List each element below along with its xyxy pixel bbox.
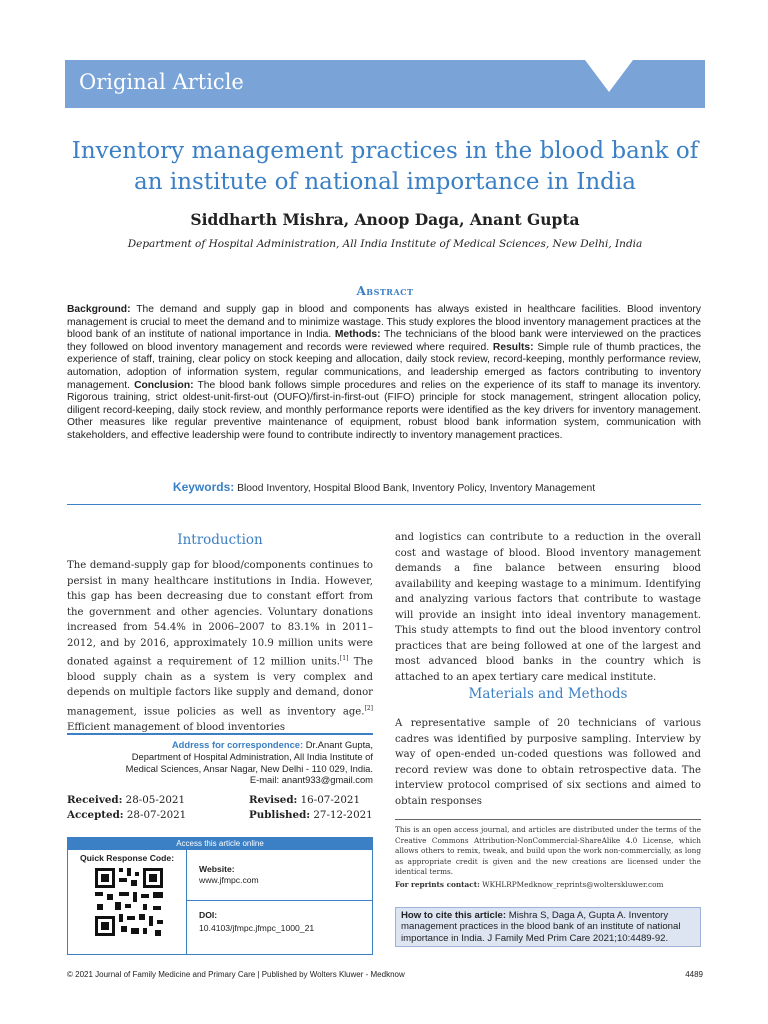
correspondence-divider <box>67 733 373 735</box>
website-link[interactable]: www.jfmpc.com <box>199 875 259 885</box>
intro-part-3: Efficient management of blood inventories <box>67 721 286 733</box>
background-text: The demand and supply gap in blood and components has always existed in healthcare facilities. Blood inventory management is crucial to meet the demand and to minimize wastage. This study explores the blood inventory management practices at the blood bank of an institute of national importance in India. <box>67 304 701 341</box>
website-label: Website: <box>199 864 235 874</box>
published-value: 27-12-2021 <box>310 809 373 821</box>
page-number: 4489 <box>685 970 703 979</box>
received-date <box>67 794 185 806</box>
intro-part-2: The blood supply chain as a system is very complex and depends on multiple factors like supply and demand, donor management, issue policies as well as inventory age. <box>67 656 373 718</box>
accepted-date <box>67 809 186 821</box>
introduction-heading: Introduction <box>177 532 263 548</box>
article-title: Inventory management practices in the blood bank of an institute of national importance in India <box>71 138 699 195</box>
background-label: Background: <box>67 304 131 315</box>
citation-text: Mishra S, Daga A, Gupta A. Inventory management practices in the blood bank of an institute of national importance in India. J Family Med Prim Care 2021;10:4489-92. <box>401 910 681 944</box>
access-box <box>67 837 373 955</box>
reprints-email[interactable]: WKHLRPMedknow_reprints@wolterskluwer.com <box>479 880 664 889</box>
keywords <box>67 480 701 494</box>
methods-heading: Materials and Methods <box>468 686 628 702</box>
correspondence-name: Dr.Anant Gupta, <box>303 739 373 750</box>
reprints-label: For reprints contact: <box>395 880 480 889</box>
methods-text: The technicians of the blood bank were interviewed on the practices they followed on blood inventory management and records were reviewed where required. <box>67 329 701 353</box>
received-value: 28-05-2021 <box>122 794 186 806</box>
conclusion-text: The blood bank follows simple procedures and relies on the experience of its staff to manage its inventory. Rigorous training, strict oldest-unit-first-out (OUFO)/first-in-first-out (FIFO) principle for stock management, stringent allocation policy, diligent record-keeping, daily stock review, and monthly performance reports were identified as the key drivers for inventory management. Other measures like regular preventive maintenance of equipment, robust blood bank information system, communication with stakeholders, and effective leadership were found to contribute indirectly to inventory management practices. <box>67 379 702 441</box>
revised-value: 16-07-2021 <box>297 794 361 806</box>
section-banner <box>65 60 705 108</box>
doi-link[interactable]: 10.4103/jfmpc.jfmpc_1000_21 <box>199 923 315 933</box>
doi-label: DOI: <box>199 910 218 920</box>
ref-2[interactable]: [2] <box>364 704 373 712</box>
footer-copyright: © 2021 Journal of Family Medicine and Primary Care | Published by Wolters Kluwer - Medknow <box>67 970 405 979</box>
qr-code-icon[interactable] <box>93 866 165 938</box>
authors: Siddharth Mishra, Anoop Daga, Anant Gupta <box>190 210 580 229</box>
correspondence-line1: Department of Hospital Administration, All India Institute of <box>131 750 373 762</box>
methods-label: Methods: <box>334 329 381 341</box>
keywords-label: Keywords: <box>172 480 235 494</box>
conclusion-label: Conclusion: <box>134 379 194 391</box>
keywords-text: Blood Inventory, Hospital Blood Bank, Inventory Policy, Inventory Management <box>234 483 596 494</box>
ref-1[interactable]: [1] <box>339 655 349 662</box>
published-label: Published: <box>249 809 311 821</box>
received-label: Received: <box>67 794 123 806</box>
introduction-text <box>67 558 373 735</box>
license-divider <box>395 819 701 820</box>
correspondence <box>67 739 373 786</box>
abstract-heading: Abstract <box>356 284 414 298</box>
citation-label: How to cite this article: <box>401 910 507 921</box>
correspondence-label: Address for correspondence: <box>171 739 304 750</box>
access-divider-horizontal <box>186 900 373 901</box>
revised-label: Revised: <box>249 794 298 806</box>
methods-text: A representative sample of 20 technicians of various cadres was identified by purposive sampling. Interview by way of open-ended un-coded questions was followed and record review was done to obtain retrospective data. The interview protocol comprised of six sections and aimed to obtain responses <box>395 718 701 807</box>
section-label: Original Article <box>79 70 244 94</box>
published-date <box>249 809 373 821</box>
revised-date <box>249 794 360 806</box>
intro-part-1: The demand-supply gap for blood/components continues to persist in many healthcare institutions in India. However, this gap has been decreasing due to constant effort from the government and other agencies. Voluntary donations increased from 54.4% in 2006–2007 to 83.1% in 2011–2012, and by 2016, approximately 10.9 million units were donated against a requirement of 12 million units. <box>67 560 373 668</box>
open-access-license: This is an open access journal, and articles are distributed under the terms of the Creative Commons Attribution-NonCommercial-ShareAlike 4.0 License, which allows others to remix, tweak, and build upon the work non-commercially, as long as appropriate credit is given and the new creations are licensed under the identical terms. <box>395 825 701 877</box>
correspondence-line2: Medical Sciences, Ansar Nagar, New Delhi - 110 029, India. <box>125 762 373 774</box>
results-text: Simple rule of thumb practices, the experience of staff, training, clear policy on stock keeping and allocation, daily stock review, record-keeping, monthly performance review, automation, adoption of information system, regular communications, and leadership emerged as factors contributing to inventory management. <box>67 341 701 391</box>
introduction-continued: and logistics can contribute to a reduction in the overall cost and wastage of blood. Blood inventory management demands a fine balance between ensuring blood availability and keeping wastage to a minimum. Identifying and analyzing various factors that contribute to wastage will provide an insight into ideal inventory management. This study attempts to find out the blood inventory control practices that are being followed at one of the largest and most advanced blood banks in the country which is attached to an apex tertiary care medical institute. <box>395 532 701 683</box>
access-heading: Access this article online <box>68 838 372 850</box>
abstract-body <box>67 304 701 443</box>
results-label: Results: <box>492 341 534 353</box>
accepted-label: Accepted: <box>67 809 124 821</box>
accepted-value: 28-07-2021 <box>123 809 187 821</box>
affiliation: Department of Hospital Administration, All India Institute of Medical Sciences, New Delhi, India <box>127 238 643 250</box>
citation-box <box>395 907 701 947</box>
keywords-divider <box>67 504 701 505</box>
access-divider-vertical <box>186 850 187 955</box>
reprints-contact <box>395 880 701 889</box>
qr-label: Quick Response Code: <box>80 853 175 863</box>
correspondence-email[interactable]: E-mail: anant933@gmail.com <box>249 774 373 786</box>
